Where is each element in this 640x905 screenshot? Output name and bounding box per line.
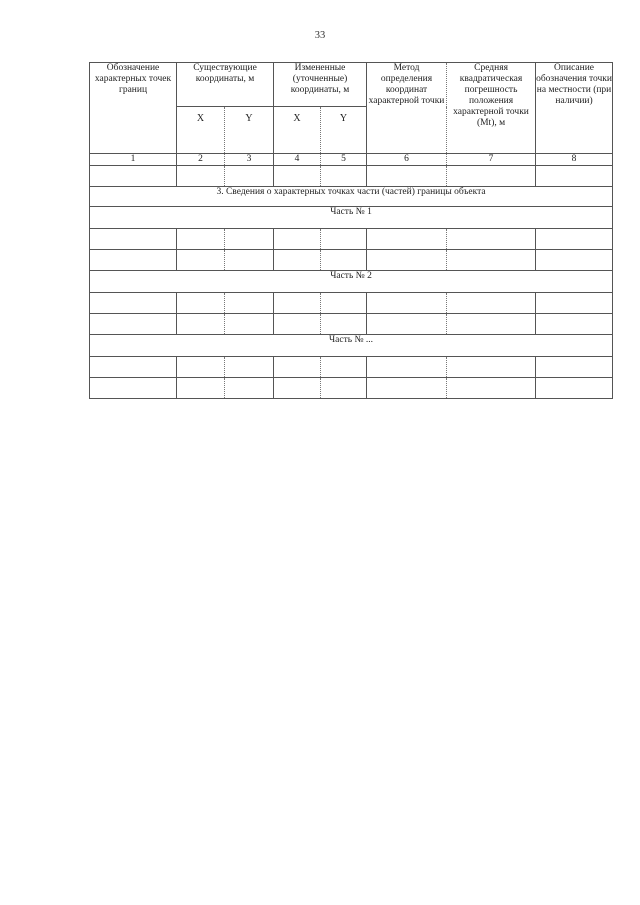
column-number: 7 (447, 154, 536, 166)
table-row (90, 250, 613, 271)
table-cell (225, 166, 274, 187)
table-cell (225, 229, 274, 250)
header-existing-x: X (177, 107, 225, 154)
table-cell (536, 293, 613, 314)
table-cell (90, 314, 177, 335)
section-title: 3. Сведения о характерных точках части (частей) границы объекта (90, 187, 613, 207)
table-cell (321, 293, 367, 314)
table-cell (536, 314, 613, 335)
part-label: Часть № 2 (90, 271, 613, 293)
column-number: 4 (274, 154, 321, 166)
table-cell (274, 314, 321, 335)
table-cell (90, 166, 177, 187)
header-changed-y: Y (321, 107, 367, 154)
table-cell (536, 357, 613, 378)
table-cell (225, 250, 274, 271)
table-cell (447, 378, 536, 399)
table-cell (177, 166, 225, 187)
part-row (90, 335, 613, 357)
table-cell (225, 357, 274, 378)
column-numbers-row (90, 154, 613, 166)
header-row-main (90, 63, 613, 107)
table-cell (536, 250, 613, 271)
table-cell (367, 250, 447, 271)
table-cell (321, 378, 367, 399)
column-number: 2 (177, 154, 225, 166)
table-row (90, 314, 613, 335)
header-point-designation: Обозначение характерных точек границ (90, 63, 177, 154)
table-cell (177, 293, 225, 314)
part-label: Часть № ... (90, 335, 613, 357)
table-cell (447, 293, 536, 314)
table-cell (274, 166, 321, 187)
table-cell (225, 378, 274, 399)
column-number: 5 (321, 154, 367, 166)
table-cell (321, 250, 367, 271)
table-cell (177, 229, 225, 250)
table-cell (177, 378, 225, 399)
table-cell (274, 293, 321, 314)
table-cell (177, 314, 225, 335)
column-number: 8 (536, 154, 613, 166)
table-cell (225, 293, 274, 314)
header-method: Метод определения координат характерной точки (367, 63, 447, 154)
column-number: 3 (225, 154, 274, 166)
characteristic-points-table (89, 62, 613, 399)
table-cell (90, 357, 177, 378)
table-cell (274, 357, 321, 378)
table-cell (321, 314, 367, 335)
table-cell (225, 314, 274, 335)
section-title-row (90, 187, 613, 207)
header-changed-x: X (274, 107, 321, 154)
table-cell (274, 229, 321, 250)
table-cell (274, 250, 321, 271)
table-cell (90, 250, 177, 271)
page-number: 33 (314, 30, 326, 41)
table-cell (447, 166, 536, 187)
table-cell (536, 166, 613, 187)
table-cell (536, 378, 613, 399)
part-row (90, 271, 613, 293)
table-cell (367, 357, 447, 378)
table-row (90, 378, 613, 399)
table-cell (447, 250, 536, 271)
table-cell (447, 314, 536, 335)
table-row (90, 293, 613, 314)
table-row (90, 166, 613, 187)
table-row (90, 229, 613, 250)
table-cell (536, 229, 613, 250)
part-row (90, 207, 613, 229)
table-cell (90, 293, 177, 314)
table-cell (367, 293, 447, 314)
table-cell (90, 378, 177, 399)
table-cell (367, 314, 447, 335)
part-label: Часть № 1 (90, 207, 613, 229)
table-cell (447, 357, 536, 378)
header-changed-coordinates: Измененные (уточненные) координаты, м (274, 63, 367, 107)
table-cell (177, 250, 225, 271)
table-cell (274, 378, 321, 399)
column-number: 1 (90, 154, 177, 166)
table-cell (447, 229, 536, 250)
table-cell (321, 229, 367, 250)
table-cell (321, 166, 367, 187)
table-cell (367, 229, 447, 250)
column-number: 6 (367, 154, 447, 166)
table-row (90, 357, 613, 378)
header-existing-coordinates: Существующие координаты, м (177, 63, 274, 107)
header-mean-error: Средняя квадратическая погрешность положения характерной точки (Mt), м (447, 63, 536, 154)
table-cell (367, 378, 447, 399)
table-cell (177, 357, 225, 378)
header-existing-y: Y (225, 107, 274, 154)
table-cell (367, 166, 447, 187)
table-cell (90, 229, 177, 250)
table-cell (321, 357, 367, 378)
header-description: Описание обозначения точки на местности (при наличии) (536, 63, 613, 154)
